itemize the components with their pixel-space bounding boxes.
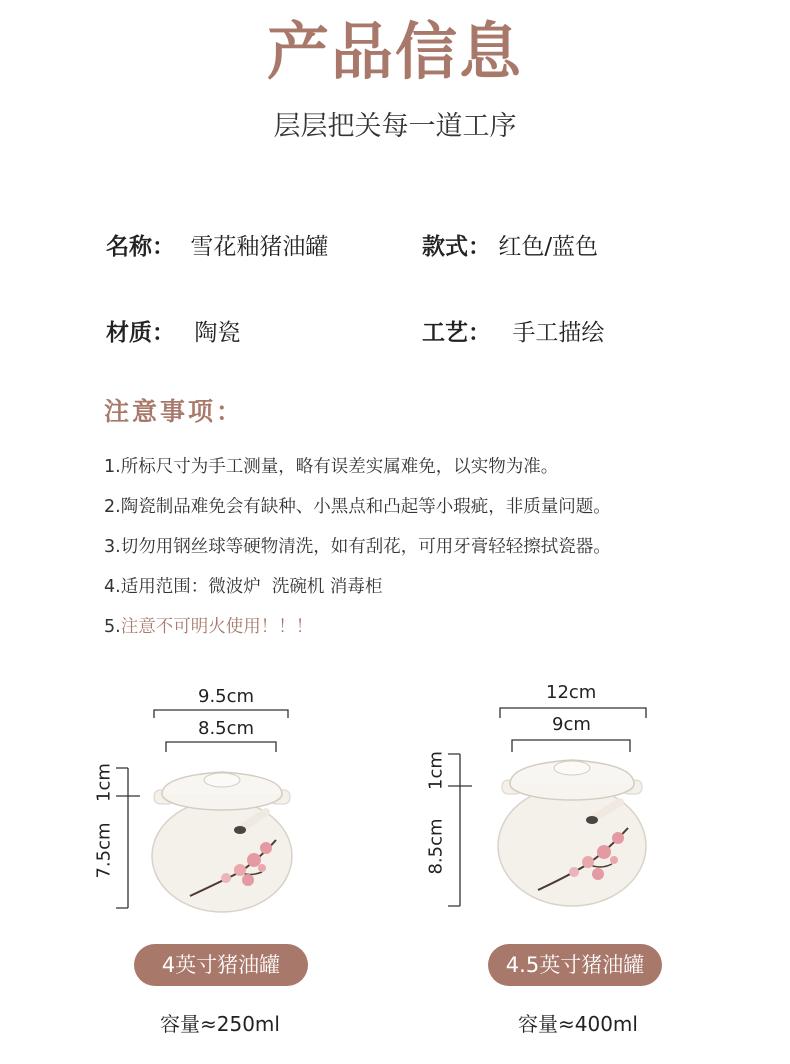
notice-item-5: [104, 615, 611, 655]
body-height-label: 7.5cm: [93, 822, 115, 879]
outer-width-label: 12cm: [546, 682, 597, 703]
notice-item-4: 4.适用范围：微波炉 洗碗机 消毒柜: [104, 577, 383, 597]
body-height-label: 8.5cm: [425, 818, 447, 875]
inner-width-label: 8.5cm: [198, 718, 255, 739]
notice-list: [104, 455, 611, 655]
spec-style-label: 款式：: [422, 234, 491, 260]
inner-width-label: 9cm: [552, 714, 591, 735]
spec-style-value: 红色/蓝色: [498, 234, 599, 260]
spec-craft-value: 手工描绘: [512, 320, 605, 346]
size-badge: 4英寸猪油罐: [134, 944, 308, 986]
notice-item-5-prefix: 5.: [104, 617, 121, 637]
page-title: 产品信息: [266, 15, 523, 88]
spec-material-label: 材质：: [106, 320, 175, 346]
spec-craft: [422, 314, 604, 347]
lid-height-label: 1cm: [425, 751, 447, 790]
outer-width-label: 9.5cm: [198, 686, 255, 707]
notice-item-3: 3.切勿用钢丝球等硬物清洗，如有刮花，可用牙膏轻轻擦拭瓷器。: [104, 537, 611, 557]
spec-material: [106, 314, 240, 347]
spec-name: [106, 228, 328, 261]
notice-item-5-warning: 注意不可明火使用！！！: [120, 617, 314, 637]
spec-name-label: 名称：: [106, 234, 175, 260]
capacity-label: 容量≈400ml: [518, 1012, 638, 1036]
notice-item-2: 2.陶瓷制品难免会有缺种、小黑点和凸起等小瑕疵，非质量问题。: [104, 497, 611, 517]
spec-craft-label: 工艺：: [422, 320, 491, 346]
page-subtitle: 层层把关每一道工序: [273, 111, 517, 142]
lid-height-label: 1cm: [93, 763, 115, 802]
product-card-small: [90, 672, 390, 1052]
product-card-large: [422, 672, 722, 1052]
spec-material-value: 陶瓷: [194, 320, 241, 346]
spec-name-value: 雪花釉猪油罐: [190, 234, 329, 260]
jar-illustration: [90, 672, 390, 932]
notice-title: 注意事项：: [104, 397, 245, 426]
jar-illustration: [422, 672, 722, 932]
size-badge: 4.5英寸猪油罐: [488, 944, 662, 986]
notice-item-1: 1.所标尺寸为手工测量，略有误差实属难免，以实物为准。: [104, 457, 559, 477]
spec-style: [422, 228, 598, 261]
capacity-label: 容量≈250ml: [160, 1012, 280, 1036]
